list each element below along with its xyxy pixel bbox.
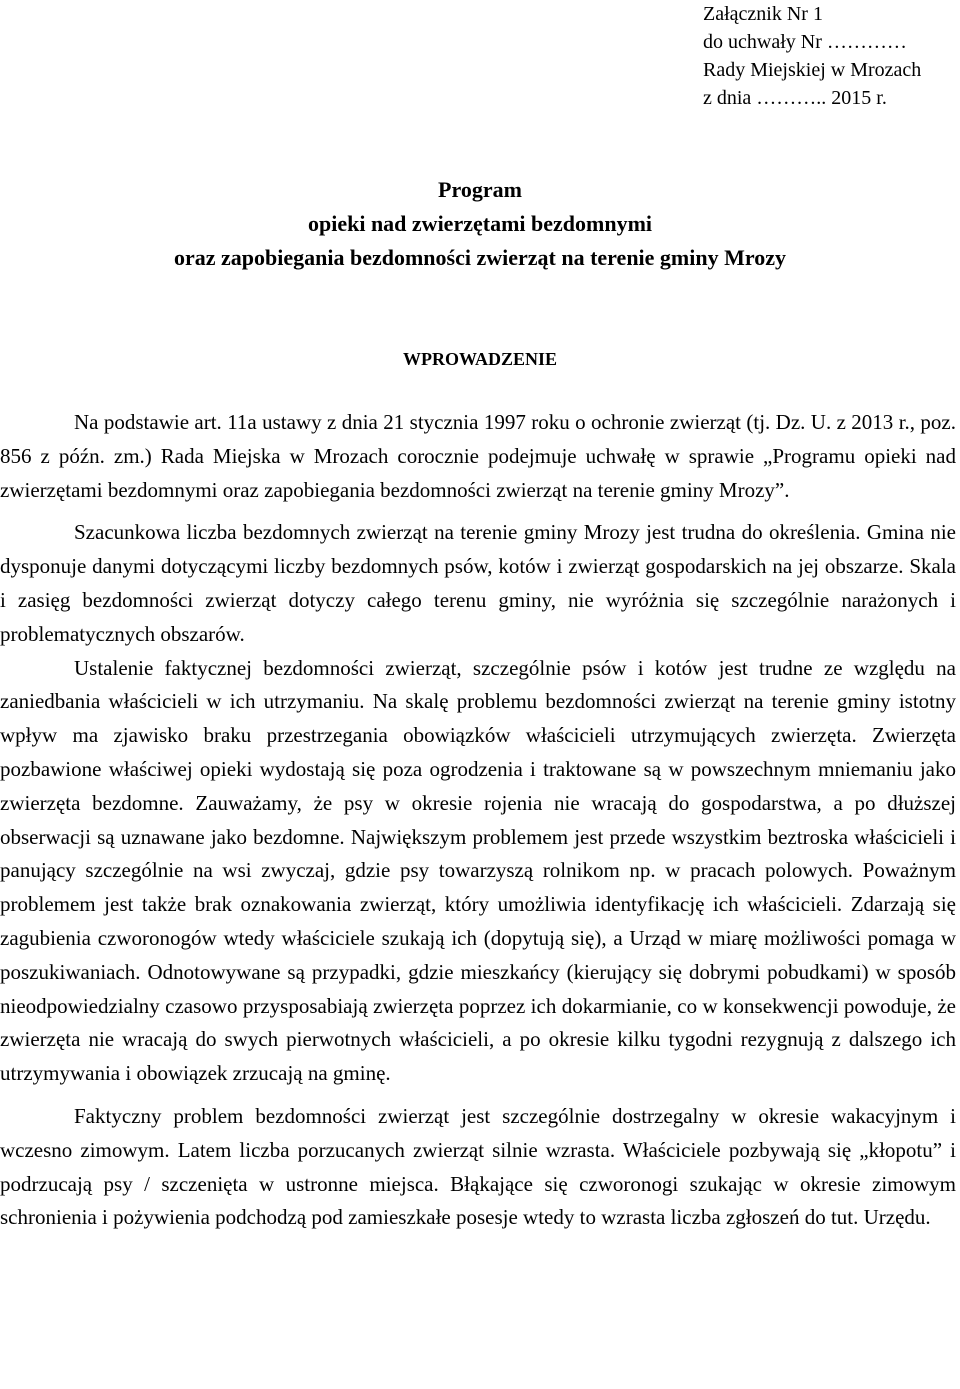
title-line-2: opieki nad zwierzętami bezdomnymi: [307, 211, 653, 236]
annex-line-resolution: do uchwały Nr …………: [703, 31, 907, 53]
paragraph-legal-basis: Na podstawie art. 11a ustawy z dnia 21 stycznia 1997 roku o ochronie zwierząt (tj. Dz. U. z 2013 r., poz. 856 z późn. zm.) Rada Miejska w Mrozach corocznie podejmuje uchwałę w sprawie „Programu opieki nad zwierzętami bezdomnymi oraz zapobiegania bezdomności zwierząt na terenie gminy Mrozy”.: [0, 410, 956, 502]
annex-line-council: Rady Miejskiej w Mrozach: [703, 59, 922, 81]
document-title: [0, 173, 960, 275]
paragraph-causes: Ustalenie faktycznej bezdomności zwierząt, szczególnie psów i kotów jest trudne ze względu na zaniedbania właścicieli w ich utrzymaniu. Na skalę problemu bezdomności zwierząt na terenie gminy istotny wpływ ma zjawisko braku przestrzegania obowiązków właścicieli utrzymujących zwierzęta. Zwierzęta pozbawione właściwej opieki wydostają się poza ogrodzenia i traktowane są w powszechnym mniemaniu jako zwierzęta bezdomne. Zauważamy, że psy w okresie rojenia nie wracają do gospodarstwa, a po dłuższej obserwacji są uznawane jako bezdomne. Największym problemem jest przede wszystkim beztroska właścicieli i panujący szczególnie na wsi zwyczaj, gdzie psy towarzyszą rolnikom np. w pracach polowych. Poważnym problemem jest także brak oznakowania zwierząt, który umożliwia identyfikację ich właścicieli. Zdarzają się zagubienia czworonogów wtedy właściciele szukają ich (dopytują się), a Urząd w miarę możliwości pomaga w poszukiwaniach. Odnotowywane są przypadki, gdzie mieszkańcy (kierujący się dobrymi pobudkami) w sposób nieodpowiedzialny czasowo przysposabiają zwierzęta poprzez ich dokarmianie, co w konsekwencji powoduje, że zwierzęta nie wracają do swych pierwotnych właścicieli, a po okresie kilku tygodni rezygnują z dalszego ich utrzymywania i obowiązek zrzucają na gminę.: [0, 655, 956, 1086]
section-heading: WPROWADZENIE: [402, 349, 558, 369]
title-line-3: oraz zapobiegania bezdomności zwierząt na terenie gminy Mrozy: [173, 245, 786, 270]
annex-reference: [703, 0, 953, 112]
paragraph-seasonal-problem: Faktyczny problem bezdomności zwierząt jest szczególnie dostrzegalny w okresie wakacyjnym i wczesno zimowym. Latem liczba porzucanych zwierząt silnie wzrasta. Właściciele pozbywają się „kłopotu” i podrzucają psy / szczenięta w ustronne miejsca. Błąkające się czworonogi szukając w okresie zimowym schronienia i pożywienia podchodzą pod zamieszkałe posesje wtedy to wzrasta liczba zgłoszeń do tut. Urzędu.: [0, 1103, 956, 1230]
annex-line-date: z dnia ……….. 2015 r.: [703, 87, 887, 109]
title-line-1: Program: [438, 177, 522, 202]
paragraph-estimated-number: Szacunkowa liczba bezdomnych zwierząt na terenie gminy Mrozy jest trudna do określenia. Gmina nie dysponuje danymi dotyczącymi liczby bezdomnych psów, kotów i zwierząt gospodarskich na jej obszarze. Skala i zasięg bezdomności zwierząt dotyczy całego terenu gminy, nie wyróżnia się szczególnie narażonych i problematycznych obszarów.: [0, 520, 956, 646]
annex-line-number: Załącznik Nr 1: [703, 3, 823, 25]
document-body: [0, 406, 956, 1235]
